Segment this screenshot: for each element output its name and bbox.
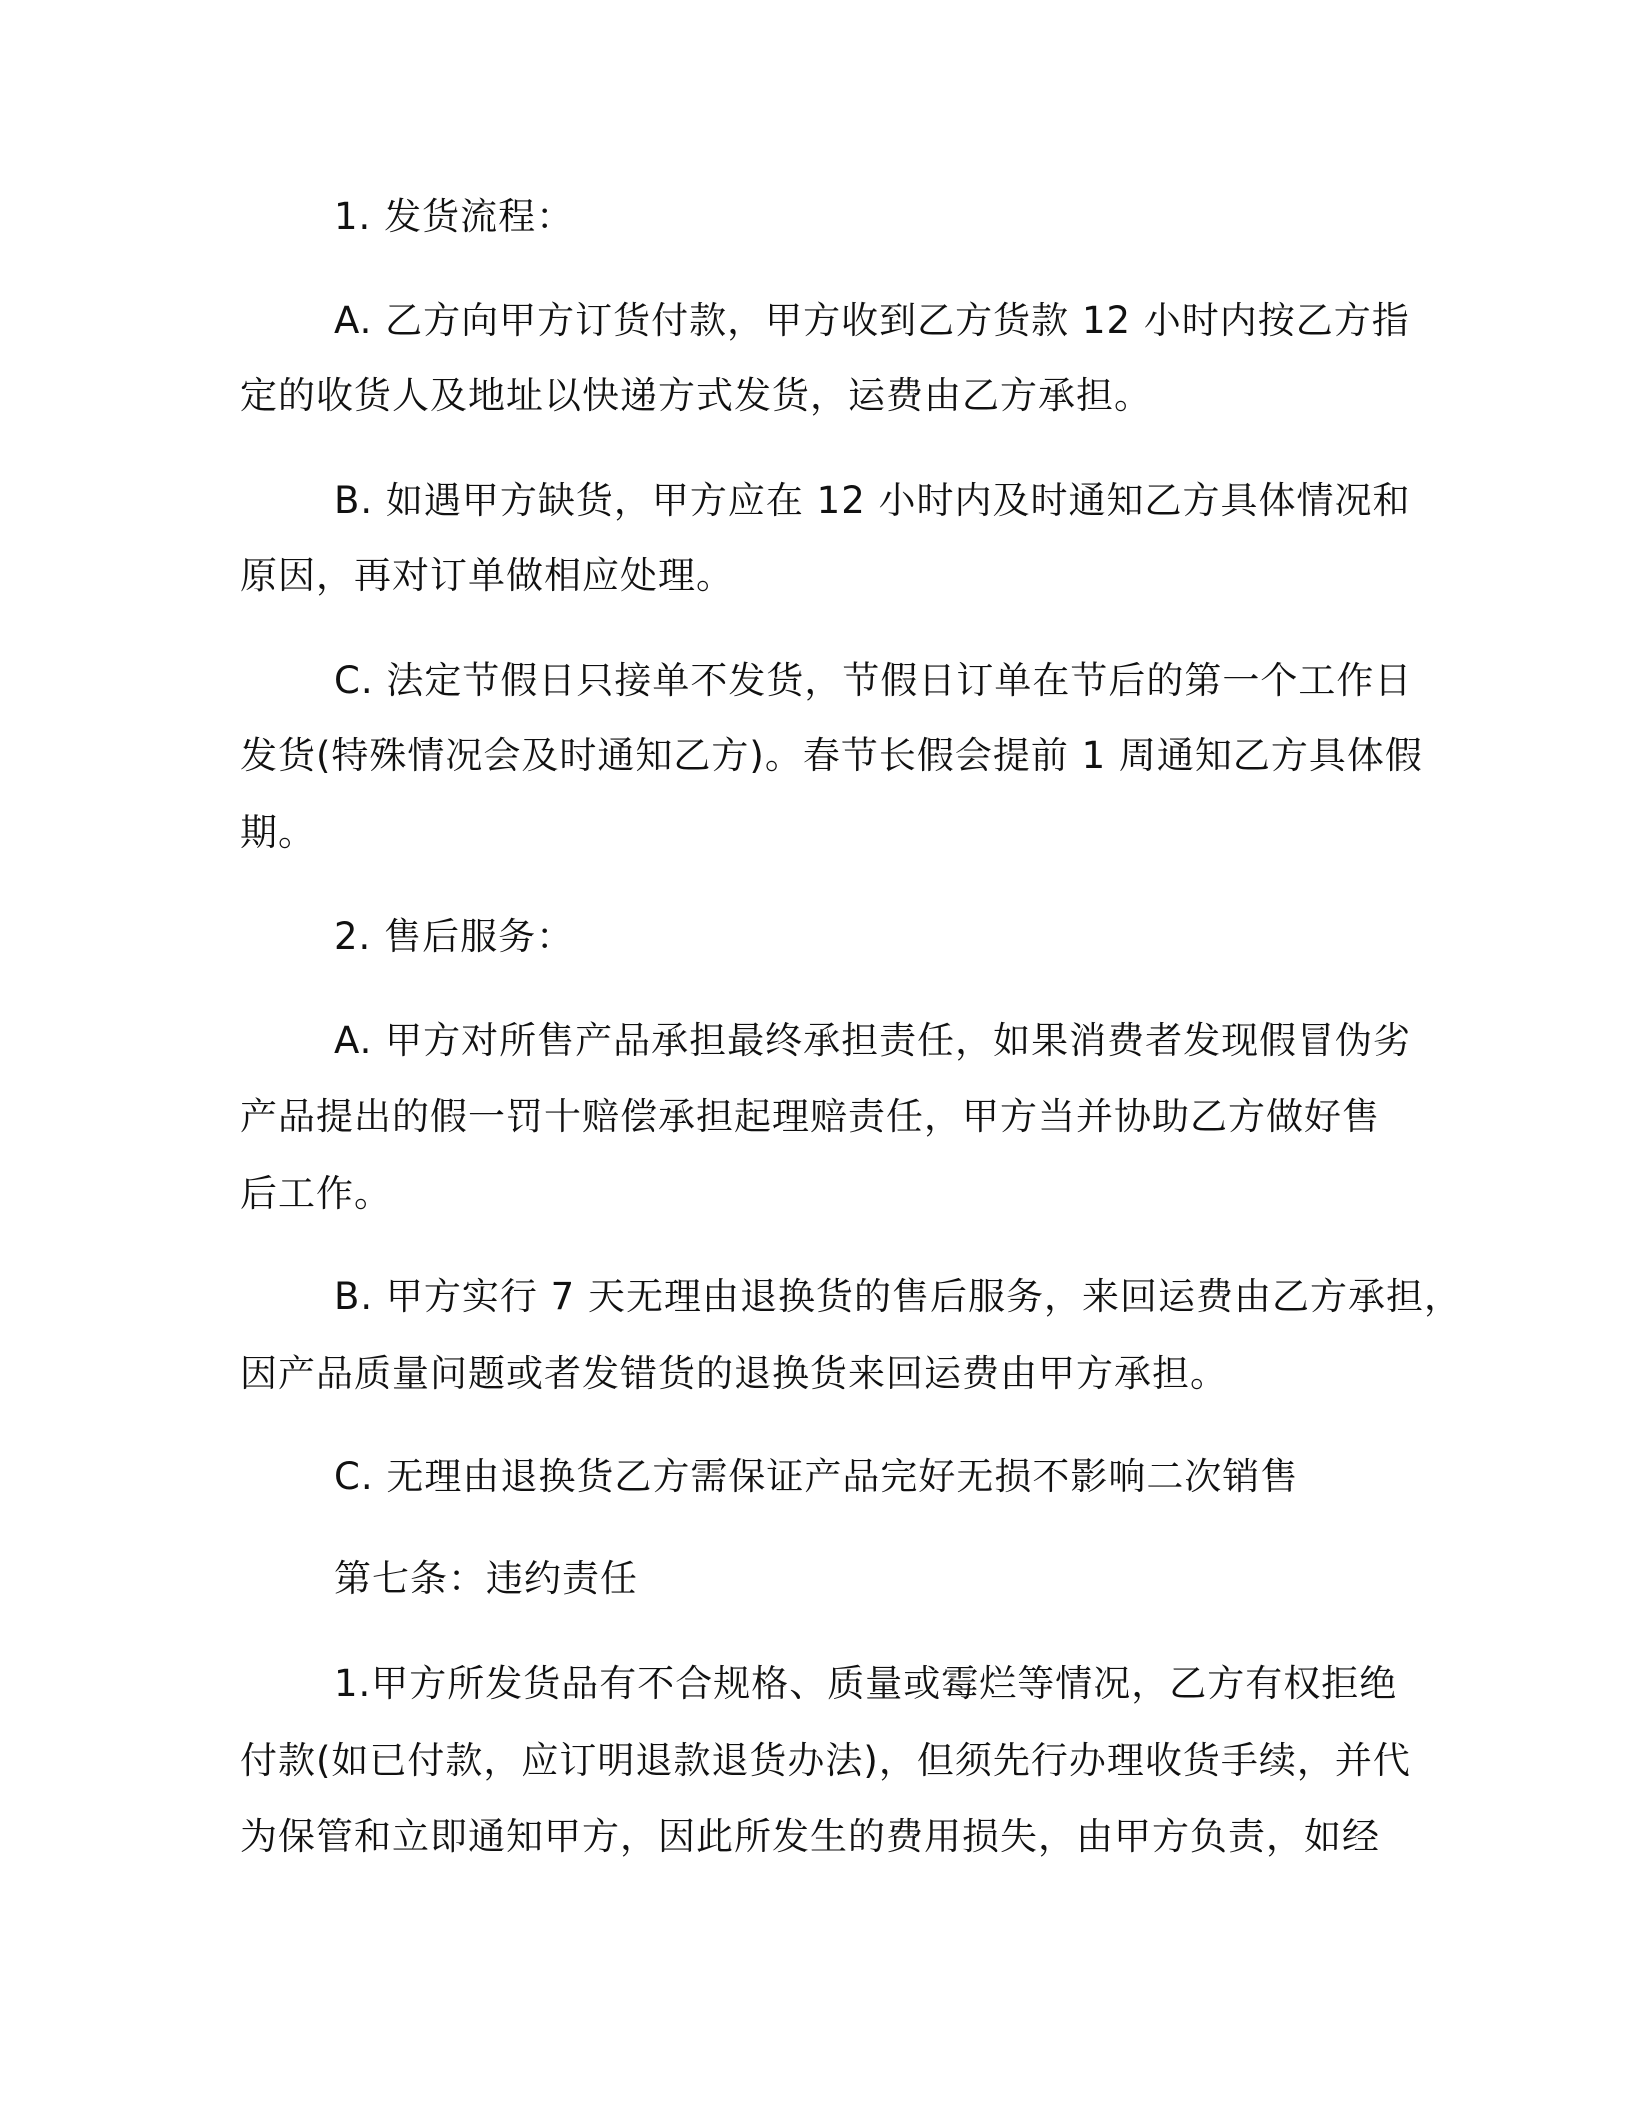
paragraph-line: 定的收货人及地址以快递方式发货，运费由乙方承担。 — [240, 374, 1152, 417]
paragraph-line: B. 甲方实行 7 天无理由退换货的售后服务，来回运费由乙方承担， — [334, 1275, 1462, 1318]
paragraph-line: 后工作。 — [240, 1172, 392, 1215]
paragraph-line: A. 甲方对所售产品承担最终承担责任，如果消费者发现假冒伪劣 — [334, 1019, 1412, 1062]
paragraph-line: 发货(特殊情况会及时通知乙方)。春节长假会提前 1 周通知乙方具体假 — [240, 734, 1423, 777]
paragraph-line: 1.甲方所发货品有不合规格、质量或霉烂等情况，乙方有权拒绝 — [334, 1662, 1398, 1705]
paragraph-line: C. 无理由退换货乙方需保证产品完好无损不影响二次销售 — [334, 1455, 1299, 1498]
paragraph-line: A. 乙方向甲方订货付款，甲方收到乙方货款 12 小时内按乙方指 — [334, 299, 1410, 342]
paragraph-line: 为保管和立即通知甲方，因此所发生的费用损失，由甲方负责，如经 — [240, 1815, 1380, 1858]
section-heading-shipping: 1. 发货流程： — [334, 195, 575, 238]
paragraph-line: 原因，再对订单做相应处理。 — [240, 554, 734, 597]
paragraph-line: 期。 — [240, 811, 316, 854]
paragraph-line: 因产品质量问题或者发错货的退换货来回运费由甲方承担。 — [240, 1352, 1228, 1395]
paragraph-line: C. 法定节假日只接单不发货，节假日订单在节后的第一个工作日 — [334, 659, 1413, 702]
section-heading-after-sales: 2. 售后服务： — [334, 915, 575, 958]
paragraph-line: B. 如遇甲方缺货，甲方应在 12 小时内及时通知乙方具体情况和 — [334, 479, 1411, 522]
paragraph-line: 付款(如已付款，应订明退款退货办法)，但须先行办理收货手续，并代 — [240, 1739, 1411, 1782]
paragraph-line: 产品提出的假一罚十赔偿承担起理赔责任，甲方当并协助乙方做好售 — [240, 1095, 1380, 1138]
article-heading-breach: 第七条：违约责任 — [334, 1557, 638, 1600]
